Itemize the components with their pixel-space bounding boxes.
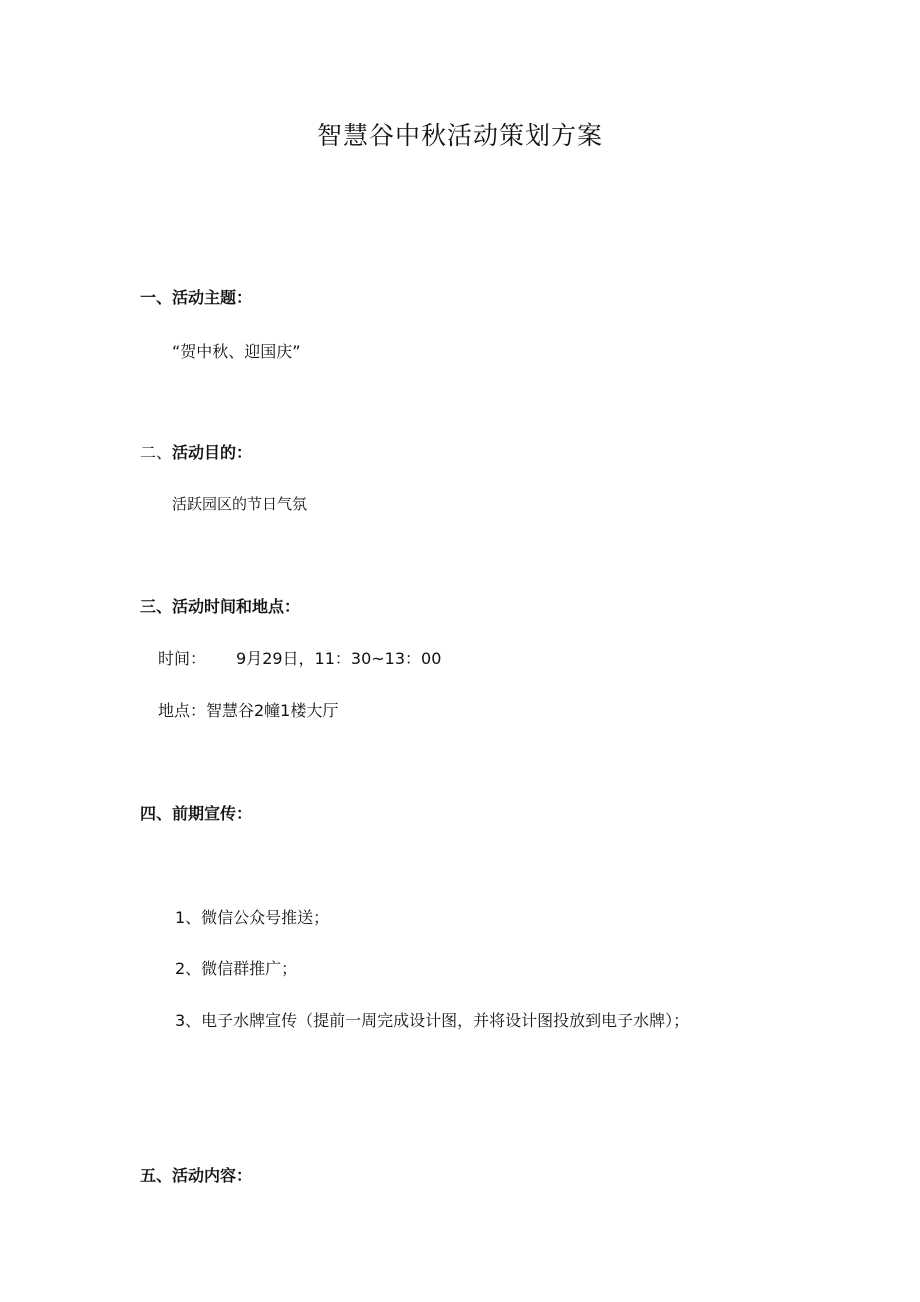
promotion-item-2: 2、微信群推广； xyxy=(175,959,298,978)
section-time-place-heading: 三、活动时间和地点： xyxy=(140,597,301,616)
time-value: 9月29日，11：30~13：00 xyxy=(236,649,442,668)
promotion-item-1: 1、微信公众号推送； xyxy=(175,908,330,927)
document-title: 智慧谷中秋活动策划方案 xyxy=(316,121,603,150)
section-promotion-heading: 四、前期宣传： xyxy=(140,804,253,823)
section-theme-content: “贺中秋、迎国庆” xyxy=(172,342,301,361)
place-line: 地点：智慧谷2幢1楼大厅 xyxy=(158,701,339,720)
section-theme-heading: 一、活动主题： xyxy=(140,288,253,307)
time-line xyxy=(158,647,441,671)
section-purpose-heading xyxy=(140,441,252,465)
section-purpose-heading-prefix: 二、 xyxy=(140,443,173,462)
section-purpose-heading-text: 活动目的： xyxy=(172,443,253,462)
section-purpose-content: 活跃园区的节日气氛 xyxy=(172,495,308,513)
section-content-heading: 五、活动内容： xyxy=(140,1166,253,1185)
time-label: 时间： xyxy=(158,649,207,668)
promotion-item-3: 3、电子水牌宣传（提前一周完成设计图，并将设计图投放到电子水牌）； xyxy=(175,1011,690,1030)
